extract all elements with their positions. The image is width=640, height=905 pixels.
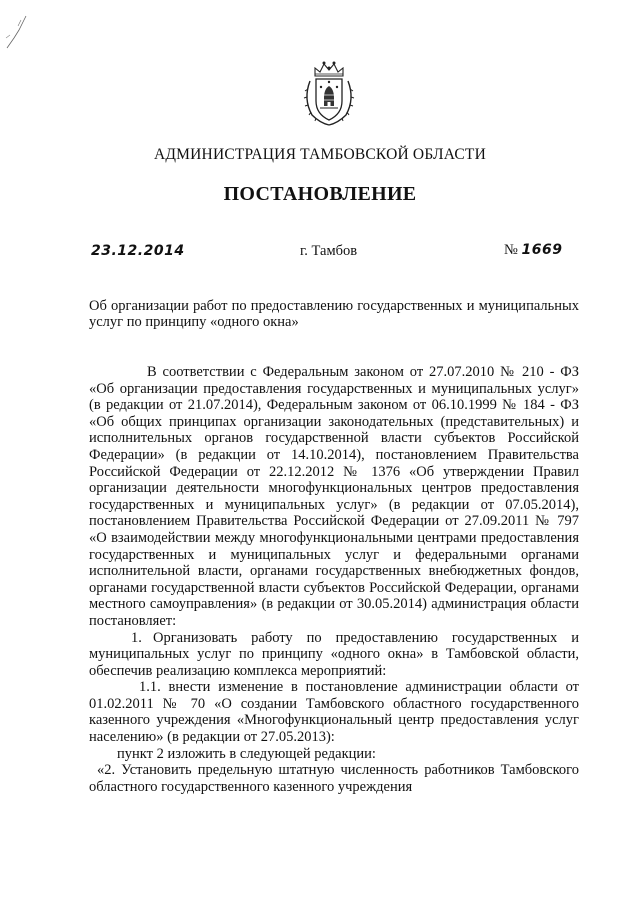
number-prefix: №: [504, 242, 518, 258]
document-number: [504, 242, 562, 259]
item-1-1-paragraph: 1.1. внести изменение в постановление администрации области от 01.02.2011 № 70 «О создании Тамбовского областного государственного казенного учреждения «Многофункциональный центр предоставления услуг населению» (в редакции от 27.05.2013):: [89, 679, 579, 746]
tambov-coat-of-arms-icon: [300, 57, 358, 127]
document-subject: Об организации работ по предоставлению государственных и муниципальных услуг по принципу «одного окна»: [89, 298, 579, 330]
document-type-title: ПОСТАНОВЛЕНИЕ: [223, 183, 417, 205]
preamble-paragraph: В соответствии с Федеральным законом от 27.07.2010 № 210 - ФЗ «Об организации предоставления государственных и муниципальных услуг» (в редакции от 21.07.2014), Федеральным законом от 06.10.1999 № 184 - ФЗ «Об общих принципах организации законодательных (представительных) и исполнительных органов государственной власти субъектов Российской Федерации» (в редакции от 14.10.2014), постановлением Правительства Российской Федерации от 22.12.2012 № 1376 «Об утверждении Правил организации деятельности многофункциональных центров предоставления государственных и муниципальных услуг» (в редакции от 07.05.2014), постановлением Правительства Российской Федерации от 27.09.2011 № 797 «О взаимодействии между многофункциональными центрами предоставления государственных и муниципальных услуг и федеральными органами исполнительной власти, органами государственных внебюджетных фондов, органами государственной власти субъектов Российской Федерации, органами местного самоуправления» (в редакции от 30.05.2014) администрация области постановляет:: [89, 364, 579, 629]
document-date: 23.12.2014: [91, 243, 185, 259]
item-1-paragraph: [89, 630, 579, 680]
item-1-number: 1.: [131, 629, 142, 646]
item-1-1-subparagraph: пункт 2 изложить в следующей редакции:: [117, 745, 376, 762]
number-value: 1669: [521, 242, 563, 258]
item-1-text: Организовать работу по предоставлению государственных и муниципальных услуг по принципу «одного окна» в Тамбовской области, обеспечив реализацию комплекса мероприятий:: [89, 629, 579, 679]
organization-title: АДМИНИСТРАЦИЯ ТАМБОВСКОЙ ОБЛАСТИ: [154, 146, 486, 163]
item-1-1-quote: «2. Установить предельную штатную численность работников Тамбовского областного государственного казенного учреждения: [89, 762, 579, 795]
corner-pen-mark: [4, 8, 30, 52]
document-body: [89, 364, 579, 795]
document-city: г. Тамбов: [300, 243, 358, 259]
